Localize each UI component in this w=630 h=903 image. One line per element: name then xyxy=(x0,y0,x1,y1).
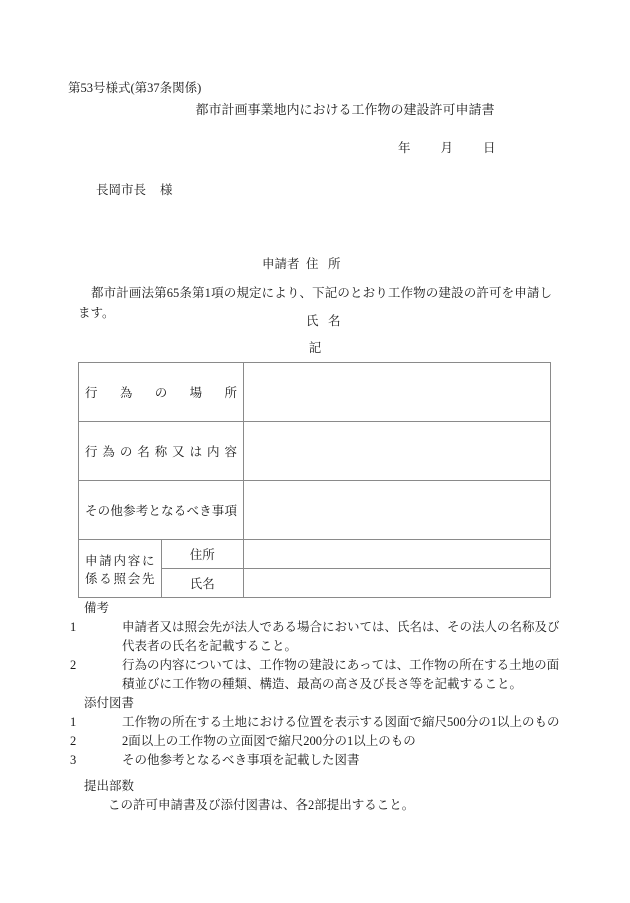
applicant-address-label-2: 所 xyxy=(328,257,341,272)
body-paragraph: 都市計画法第65条第1項の規定により、下記のとおり工作物の建設の許可を申請します。 xyxy=(78,286,552,321)
remarks-section xyxy=(70,599,564,694)
document-title xyxy=(0,101,630,120)
addressee-honorific: 様 xyxy=(160,183,173,197)
row-label-other-reference: その他参考となるべき事項 xyxy=(79,481,244,540)
table-row xyxy=(79,363,551,422)
applicant-address-row xyxy=(262,254,341,274)
attachment-item-number: 1 xyxy=(70,715,77,729)
row-label-name-or-content: 行為の名称又は内容 xyxy=(79,422,244,481)
ki-heading: 記 xyxy=(308,341,322,355)
year-label: 年 xyxy=(398,141,411,155)
table-row xyxy=(79,481,551,540)
contact-value-address[interactable] xyxy=(244,540,551,569)
applicant-heading: 申請者 xyxy=(262,257,300,272)
row-value-other-reference[interactable] xyxy=(244,481,551,540)
table-row xyxy=(79,540,551,569)
applicant-name-label-1: 氏 xyxy=(306,313,319,328)
remarks-item-number: 2 xyxy=(70,658,77,672)
remarks-item-text: 申請者又は照会先が法人である場合においては、氏名は、その法人の名称及び代表者の氏名を記載すること。 xyxy=(122,620,560,653)
attachment-item-text: その他参考となるべき事項を記載した図書 xyxy=(122,753,360,767)
row-value-name-or-content[interactable] xyxy=(244,422,551,481)
copies-section xyxy=(84,777,564,815)
date-line xyxy=(0,139,630,157)
contact-sub-label-address: 住所 xyxy=(161,540,244,569)
row-label-contact: 申請内容に係る照会先 xyxy=(79,540,162,598)
attachment-item-text: 工作物の所在する土地における位置を表示する図面で縮尺500分の1以上のもの xyxy=(122,715,560,729)
list-item xyxy=(70,732,564,751)
applicant-address-label-1: 住 xyxy=(306,257,319,272)
applicant-name-label-2: 名 xyxy=(328,313,341,328)
application-table xyxy=(78,362,551,598)
attachment-item-text: 2面以上の工作物の立面図で縮尺200分の1以上のもの xyxy=(122,734,416,748)
list-item xyxy=(70,656,564,694)
contact-value-name[interactable] xyxy=(244,569,551,598)
month-label: 月 xyxy=(440,141,454,155)
day-label: 日 xyxy=(483,141,496,155)
remarks-item-number: 1 xyxy=(70,620,77,634)
list-item xyxy=(70,713,564,732)
list-item xyxy=(70,751,564,770)
addressee xyxy=(96,181,173,199)
addressee-name: 長岡市長 xyxy=(96,183,147,197)
contact-sub-label-name: 氏名 xyxy=(161,569,244,598)
document-title-text: 都市計画事業地内における工作物の建設許可申請書 xyxy=(195,102,495,117)
attachment-item-number: 3 xyxy=(70,753,77,767)
copies-text: この許可申請書及び添付図書は、各2部提出すること。 xyxy=(108,798,415,812)
attachments-title: 添付図書 xyxy=(84,696,135,710)
copies-title: 提出部数 xyxy=(84,779,135,793)
remarks-title: 備考 xyxy=(84,601,110,615)
table-row xyxy=(79,422,551,481)
form-number: 第53号様式(第37条関係) xyxy=(68,81,202,95)
remarks-item-text: 行為の内容については、工作物の建設にあっては、工作物の所在する土地の面積並びに工作物の種類、構造、最高の高さ及び長さ等を記載すること。 xyxy=(122,658,560,691)
list-item xyxy=(70,618,564,656)
attachments-section xyxy=(70,694,564,770)
attachment-item-number: 2 xyxy=(70,734,77,748)
row-value-location[interactable] xyxy=(244,363,551,422)
row-label-location: 行為の場所 xyxy=(79,363,244,422)
